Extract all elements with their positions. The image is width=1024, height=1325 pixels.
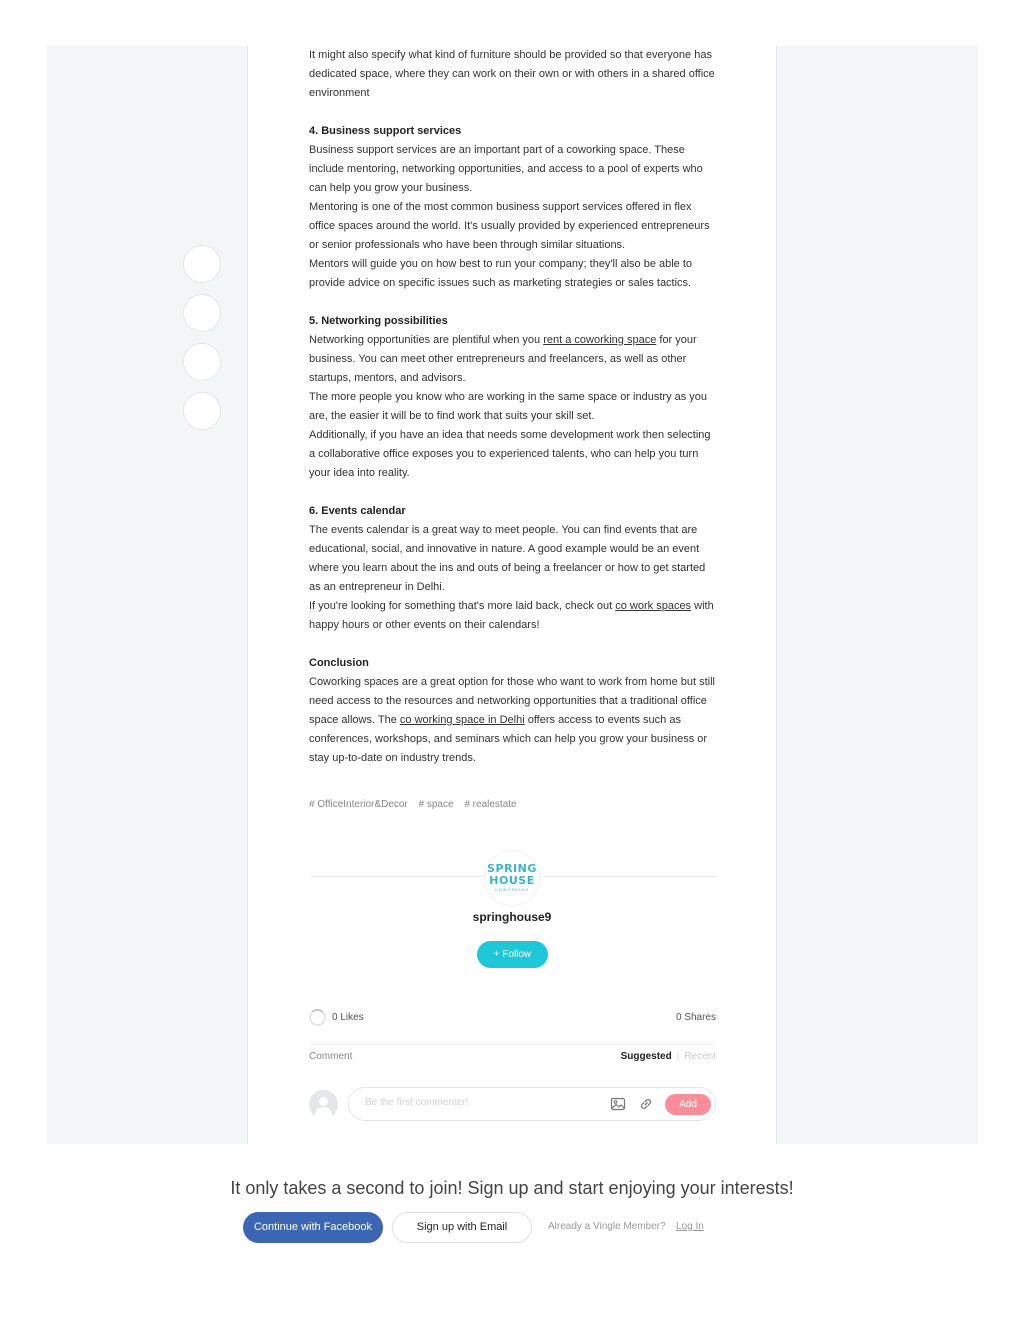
share-rail <box>183 245 221 441</box>
comment-divider <box>309 1044 716 1045</box>
tag-office-interior[interactable]: # OfficeInterior&Decor <box>309 799 408 810</box>
article-intro: It might also specify what kind of furniture should be provided so that everyone has dedicated space, where they can work on their own or with others in a shared office environment <box>309 49 715 99</box>
sort-recent[interactable]: Recent <box>684 1051 716 1062</box>
section-paragraph: Business support services are an important part of a coworking space. These include mentoring, networking opportunities, and access to a pool of experts who can help you grow your business. <box>309 144 703 194</box>
login-link[interactable]: Log In <box>676 1221 704 1232</box>
link-icon[interactable] <box>638 1096 654 1112</box>
logo-line-1: SPRING <box>487 862 537 875</box>
section-heading: 5. Networking possibilities <box>309 315 448 327</box>
section-paragraph: Mentoring is one of the most common business support services offered in flex office spaces around the world. It's usually provided by experienced entrepreneurs or senior professionals who have been through similar situations. <box>309 201 710 251</box>
comment-label: Comment <box>309 1051 353 1062</box>
continue-facebook-button[interactable]: Continue with Facebook <box>243 1212 383 1243</box>
share-button-1[interactable] <box>183 245 221 283</box>
author-avatar[interactable] <box>484 850 540 906</box>
co-working-space-delhi-link[interactable]: co working space in Delhi <box>399 714 525 726</box>
comment-input[interactable] <box>365 1097 595 1108</box>
tag-realestate[interactable]: # realestate <box>464 799 517 810</box>
logo-line-2: HOUSE <box>489 874 535 887</box>
section-paragraph: The events calendar is a great way to meet people. You can find events that are educational, social, and innovative in nature. A good example would be an event where you learn about the ins and outs of being a freelancer or how to get started as an entrepreneur in Delhi. <box>309 524 706 593</box>
tag-list <box>309 799 525 810</box>
comment-box <box>348 1087 716 1121</box>
text-run: for your business. You can meet other entrepreneurs and freelancers, as well as other startups, mentors, and advisors. <box>309 334 697 384</box>
comment-header <box>309 1051 716 1062</box>
avatar-body <box>315 1107 332 1119</box>
text-run: If you're looking for something that's more laid back, check out <box>309 600 616 612</box>
signup-email-button[interactable]: Sign up with Email <box>392 1212 532 1243</box>
sort-separator: | <box>676 1051 680 1062</box>
comment-sort <box>621 1051 716 1062</box>
signup-title: It only takes a second to join! Sign up and start enjoying your interests! <box>230 1178 794 1198</box>
text-run: offers access to events such as conferences, workshops, and seminars which can help you grow your business or stay up-to-date on industry trends. <box>309 714 708 764</box>
already-member-text: Already a Vingle Member? <box>548 1221 666 1232</box>
section-heading: 6. Events calendar <box>309 505 406 517</box>
tag-space[interactable]: # space <box>418 799 454 810</box>
section-paragraph <box>309 597 719 635</box>
sort-suggested[interactable]: Suggested <box>620 1051 672 1062</box>
co-work-spaces-link[interactable]: co work spaces <box>615 600 692 612</box>
user-avatar-icon <box>309 1090 338 1119</box>
section-paragraph: Additionally, if you have an idea that needs some development work then selecting a collaborative office exposes you to experienced talents, who can help you turn your idea into reality. <box>309 429 711 479</box>
add-comment-button[interactable]: Add <box>665 1094 711 1115</box>
section-paragraph <box>309 673 719 768</box>
like-icon[interactable] <box>309 1009 326 1026</box>
section-paragraph: The more people you know who are working in the same space or industry as you are, the easier it will be to find work that suits your skill set. <box>309 391 708 422</box>
section-heading: 4. Business support services <box>309 125 462 137</box>
text-run: Networking opportunities are plentiful when you <box>309 334 544 346</box>
rent-coworking-space-link[interactable]: rent a coworking space <box>543 334 657 346</box>
section-heading: Conclusion <box>309 657 369 669</box>
logo-sub: COWORKING <box>494 887 530 892</box>
section-paragraph: Mentors will guide you on how best to run your company; they'll also be able to provide advice on specific issues such as marketing strategies or sales tactics. <box>309 258 693 289</box>
text-run: Coworking spaces are a great option for those who want to work from home but still need access to the resources and networking opportunities that a traditional office space allows. The <box>309 676 715 726</box>
avatar-head <box>319 1097 328 1106</box>
article-body <box>309 46 719 768</box>
image-icon[interactable] <box>610 1096 626 1112</box>
share-button-2[interactable] <box>183 294 221 332</box>
shares-count[interactable]: 0 Shares <box>675 1012 716 1023</box>
follow-button[interactable]: + Follow <box>477 941 548 968</box>
author-name[interactable]: springhouse9 <box>472 910 552 924</box>
likes-count[interactable]: 0 Likes <box>332 1012 364 1023</box>
engagement-row <box>309 1009 716 1027</box>
share-button-4[interactable] <box>183 392 221 430</box>
share-button-3[interactable] <box>183 343 221 381</box>
section-paragraph <box>309 331 719 388</box>
text-run: with happy hours or other events on their calendars! <box>309 600 714 631</box>
